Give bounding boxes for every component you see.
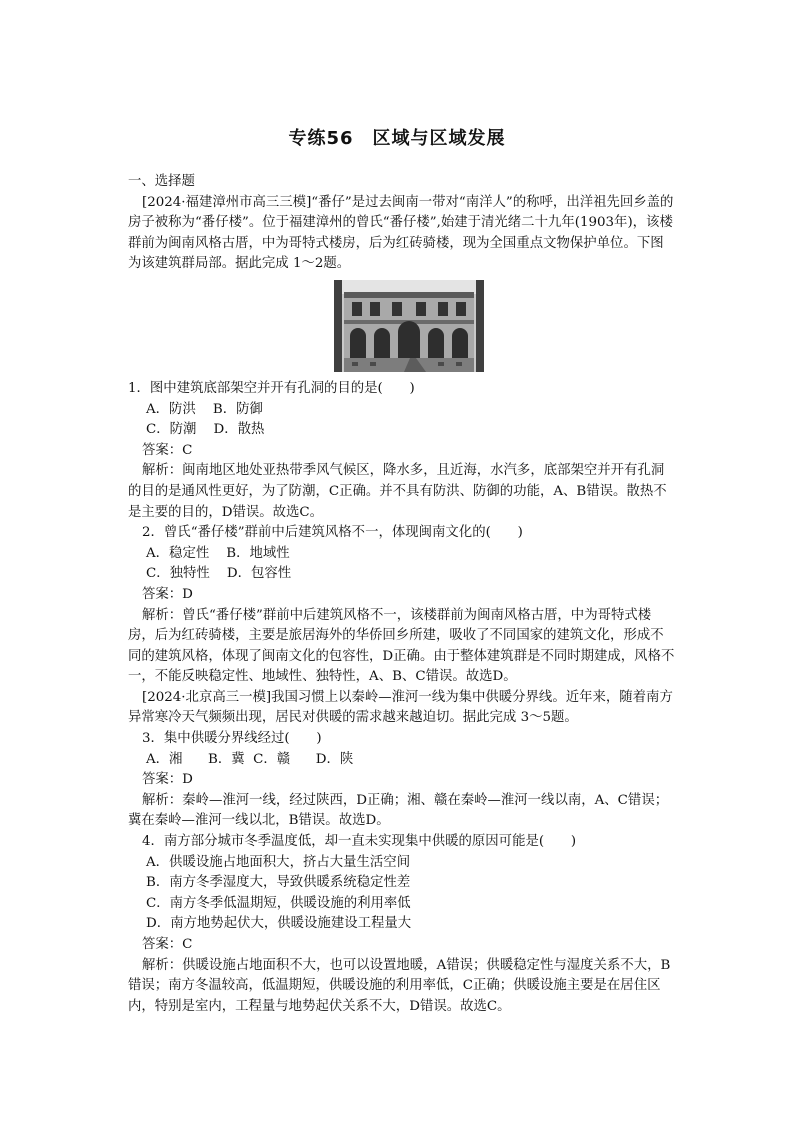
document-body bbox=[128, 172, 676, 1017]
q3-options-row bbox=[128, 750, 676, 771]
q2-option-d[interactable]: D．包容性 bbox=[226, 566, 292, 582]
q2-answer: 答案：D bbox=[142, 586, 193, 602]
q2-stem: 2．曾氏“番仔楼”群前中后建筑风格不一，体现闽南文化的( ) bbox=[142, 525, 523, 541]
group1-intro: [2024·福建漳州市高三三模]“番仔”是过去闽南一带对“南洋人”的称呼，出洋祖先回乡盖的房子被称为“番仔楼”。位于福建漳州的曾氏“番仔楼”,始建于清光绪二十九年(1903年)，该楼群前为闽南风格古厝，中为哥特式楼房，后为红砖骑楼，现为全国重点文物保护单位。下图为该建筑群局部。据此完成 1～2题。 bbox=[128, 194, 674, 272]
section-heading: 一、选择题 bbox=[128, 174, 195, 189]
q4-answer: 答案：C bbox=[142, 937, 193, 952]
q4-stem: 4．南方部分城市冬季温度低，却一直未实现集中供暖的原因可能是( ) bbox=[142, 834, 577, 850]
q2-option-c[interactable]: C．独特性 bbox=[146, 566, 210, 582]
building-photo bbox=[334, 280, 484, 372]
q3-option-b[interactable]: B．冀 bbox=[208, 751, 245, 767]
building-photo-icon bbox=[334, 280, 484, 372]
q1-stem: 1．图中建筑底部架空并开有孔洞的目的是( ) bbox=[128, 380, 415, 396]
q1-options-row2 bbox=[128, 420, 676, 441]
q1-option-c[interactable]: C．防潮 bbox=[146, 422, 197, 438]
q2-options-row2 bbox=[128, 564, 676, 585]
q3-answer: 答案：D bbox=[142, 772, 193, 788]
q2-analysis: 解析：曾氏“番仔楼”群前中后建筑风格不一，该楼群前为闽南风格古厝，中为哥特式楼房，后为红砖骑楼，主要是旅居海外的华侨回乡所建，吸收了不同国家的建筑文化，形成不同的建筑风格，体现了闽南文化的包容性，D正确。由于整体建筑群是不同时期建成，风格不一，不能反映稳定性、地域性、独特性，A、B、C错误。故选D。 bbox=[128, 607, 675, 685]
q3-option-d[interactable]: D．陕 bbox=[315, 751, 354, 767]
q4-option-d[interactable]: D．南方地势起伏大，供暖设施建设工程量大 bbox=[146, 916, 412, 932]
q3-stem: 3．集中供暖分界线经过( ) bbox=[142, 731, 322, 747]
q4-analysis: 解析：供暖设施占地面积不大，也可以设置地暖，A错误；供暖稳定性与湿度关系不大，B错误；南方冬温较高，低温期短，供暖设施的利用率低，C正确；供暖设施主要是在居住区内，特别是室内，工程量与地势起伏关系不大，D错误。故选C。 bbox=[128, 957, 671, 1014]
q1-option-b[interactable]: B．防御 bbox=[212, 401, 263, 417]
q4-option-a[interactable]: A．供暖设施占地面积大，挤占大量生活空间 bbox=[146, 854, 411, 870]
q2-option-b[interactable]: B．地域性 bbox=[226, 545, 290, 561]
q2-options-row1 bbox=[128, 544, 676, 565]
q1-option-d[interactable]: D．散热 bbox=[213, 422, 265, 438]
q3-analysis: 解析：秦岭—淮河一线，经过陕西，D正确；湘、赣在秦岭—淮河一线以南，A、C错误；冀在秦岭—淮河一线以北，B错误。故选D。 bbox=[128, 792, 669, 829]
q1-analysis: 解析：闽南地区地处亚热带季风气候区，降水多，且近海，水汽多，底部架空并开有孔洞的目的是通风性更好，为了防潮，C正确。并不具有防洪、防御的功能，A、B错误。散热不是主要的目的，D错误。故选C。 bbox=[128, 463, 667, 520]
q1-answer: 答案：C bbox=[142, 442, 193, 458]
group2-intro: [2024·北京高三一模]我国习惯上以秦岭—淮河一线为集中供暖分界线。近年来，随着南方异常寒冷天气频频出现，居民对供暖的需求越来越迫切。据此完成 3～5题。 bbox=[128, 689, 673, 726]
q1-options-row1 bbox=[128, 400, 676, 421]
q4-option-b[interactable]: B．南方冬季湿度大，导致供暖系统稳定性差 bbox=[146, 875, 411, 891]
q4-option-c[interactable]: C．南方冬季低温期短，供暖设施的利用率低 bbox=[146, 895, 411, 911]
page-title: 专练56 区域与区域发展 bbox=[288, 128, 506, 149]
q2-option-a[interactable]: A．稳定性 bbox=[146, 545, 210, 561]
q3-option-c[interactable]: C．赣 bbox=[253, 751, 291, 767]
q1-option-a[interactable]: A．防洪 bbox=[146, 401, 196, 417]
q3-option-a[interactable]: A．湘 bbox=[146, 751, 183, 767]
